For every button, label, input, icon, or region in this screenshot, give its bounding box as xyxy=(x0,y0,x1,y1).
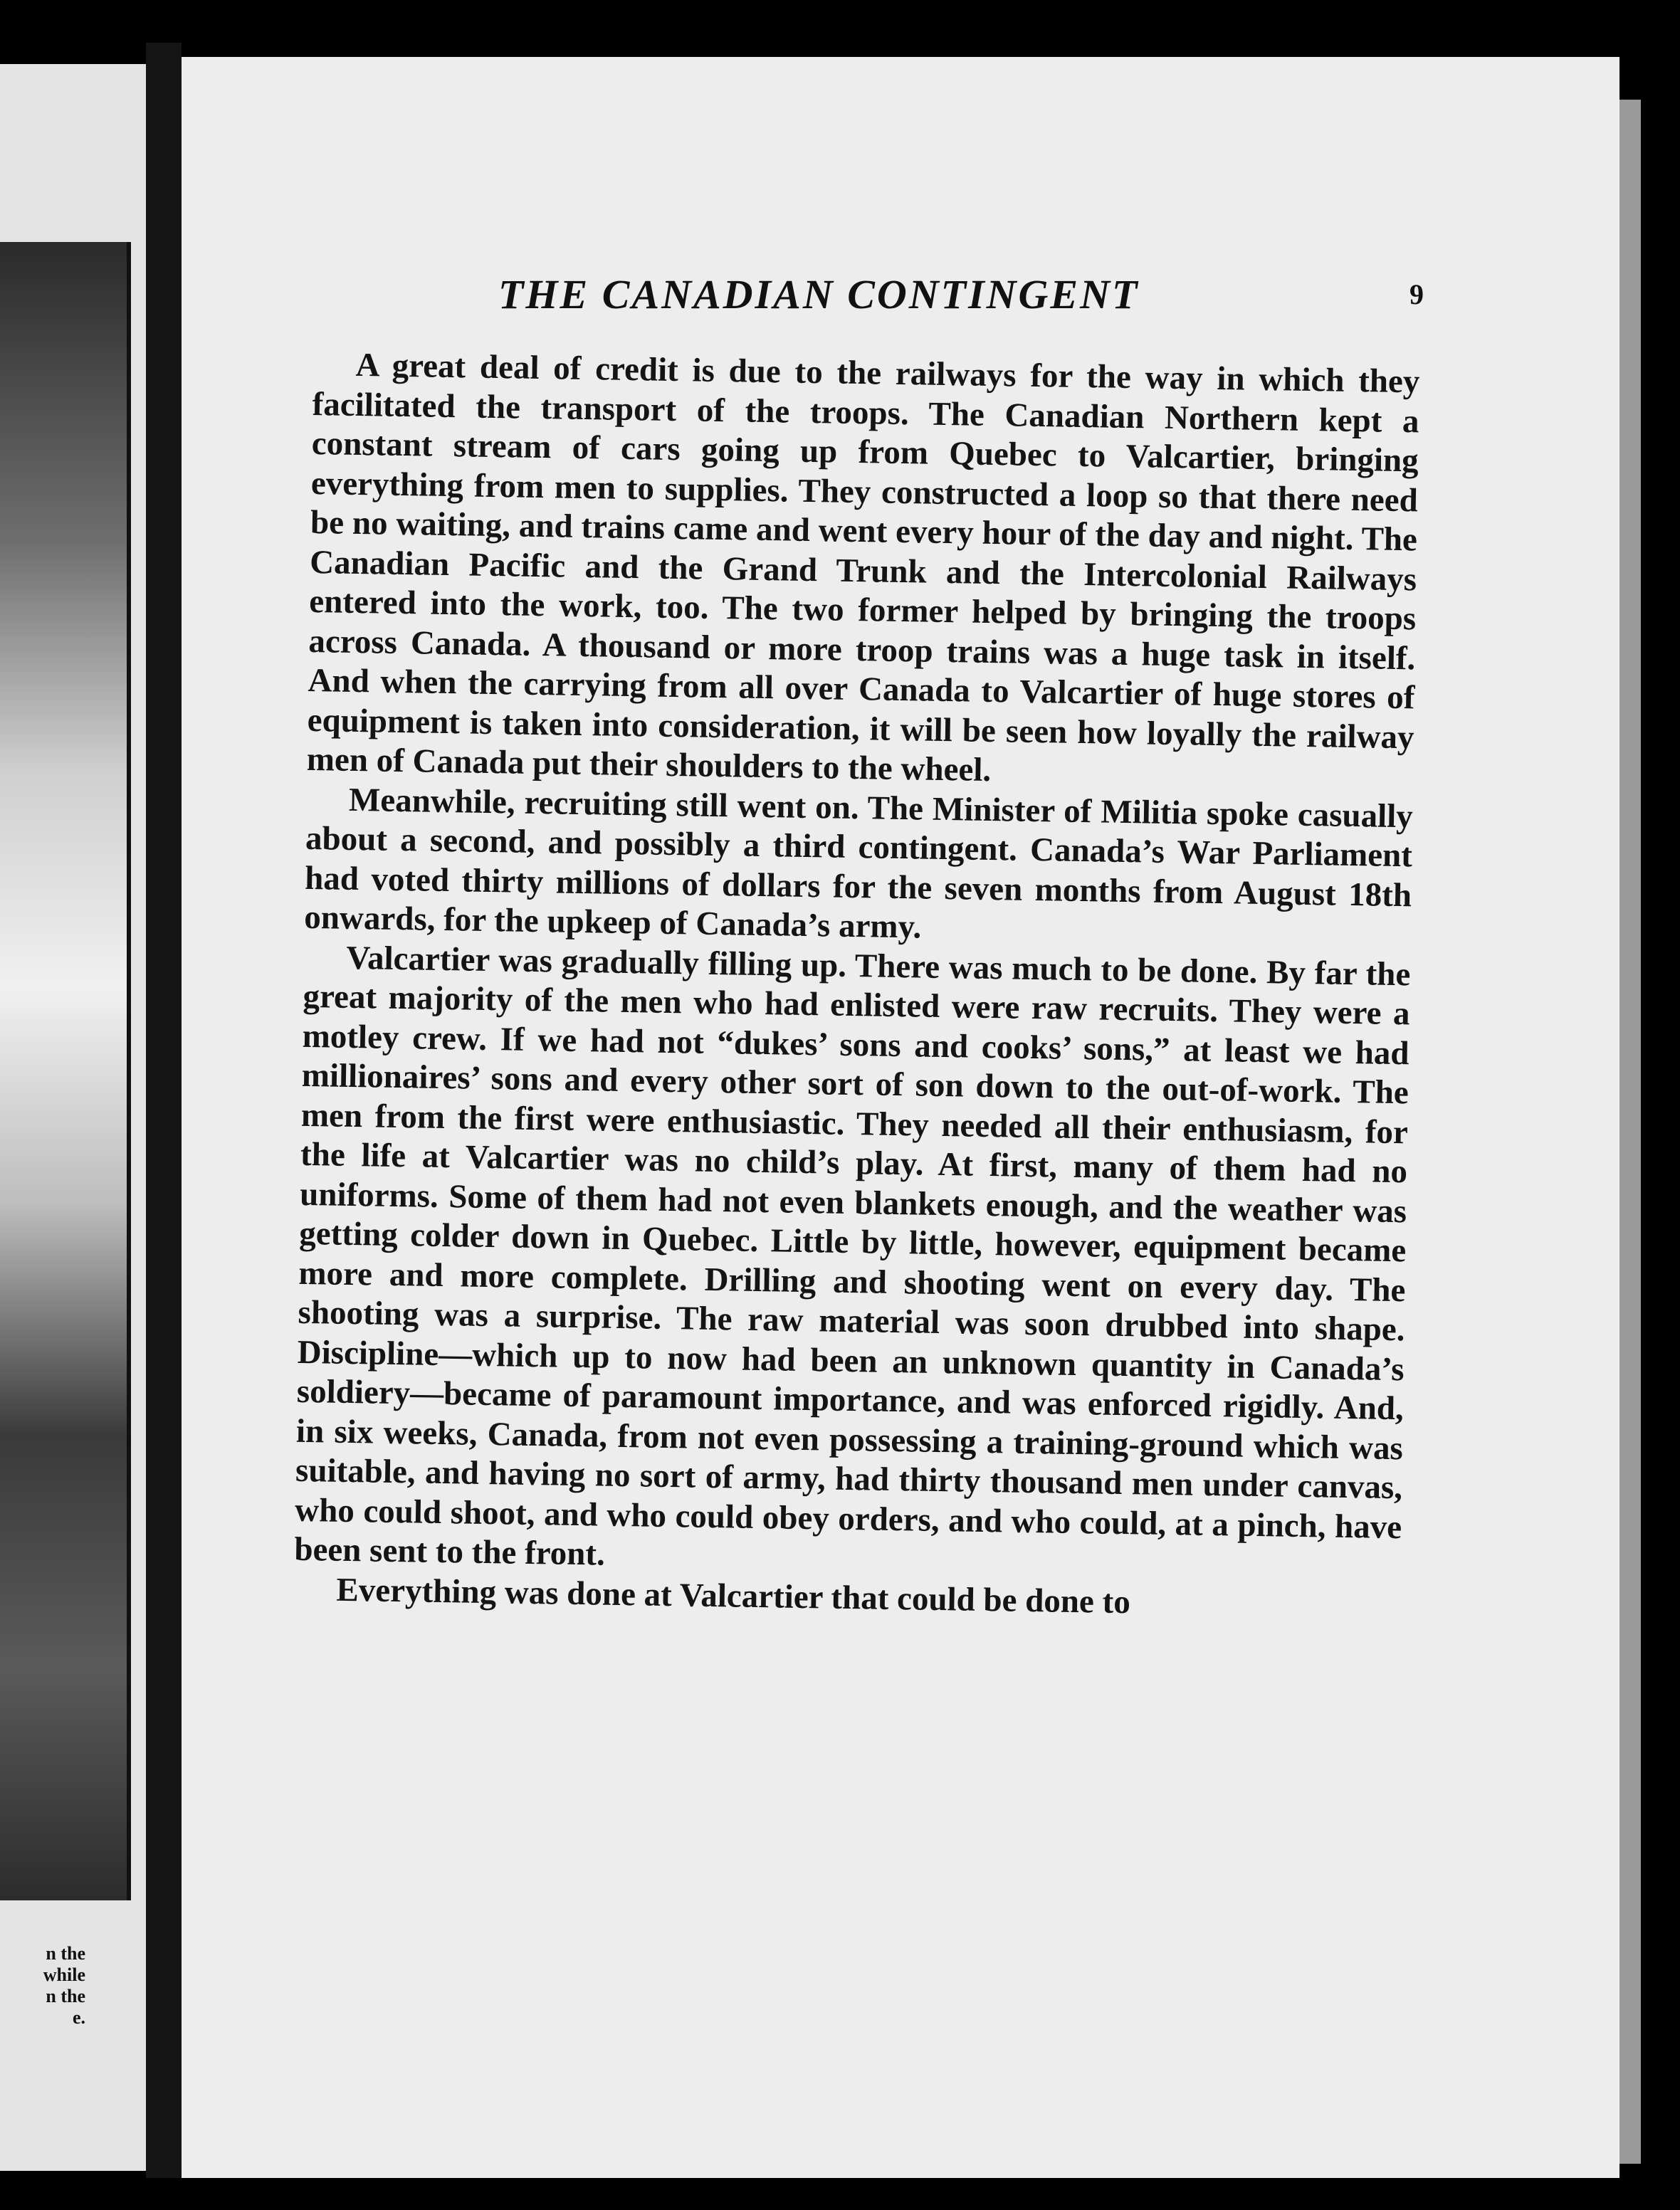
paragraph: Everything was done at Valcartier that could be done to xyxy=(336,1571,1131,1621)
facing-page-illustration xyxy=(0,242,131,1900)
caption-line: e. xyxy=(72,2007,85,2028)
caption-line: n the xyxy=(46,1943,85,1964)
paragraph: A great deal of credit is due to the railways for the way in which they facilitated the transport of the troops. The Canadian Northern kept a constant stream of cars going up from Quebec to Valcartier, bringing everything from men to supplies. They constructed a loop so that there need be no waiting, and trains came and went every hour of the day and night. The Canadian Pacific and the Grand Trunk and the Intercolonial Railways entered into the work, too. The two former helped by bringing the troops across Canada. A thousand or more troop trains was a huge task in itself. And when the carrying from all over Canada to Valcartier of huge stores of equipment is taken into consideration, it will be seen how loyally the railway men of Canada put their shoulders to the wheel. xyxy=(306,346,1420,789)
caption-line: while xyxy=(43,1964,85,1985)
running-title: THE CANADIAN CONTINGENT xyxy=(498,271,1140,317)
body-text xyxy=(293,345,1420,1626)
facing-page-caption xyxy=(0,1943,85,2029)
facing-page xyxy=(0,64,146,2171)
page-edge-shadow xyxy=(1619,100,1641,2164)
book-gutter xyxy=(146,43,182,2178)
page-number: 9 xyxy=(1409,278,1424,310)
paragraph: Valcartier was gradually filling up. There was much to be done. By far the great majority of the men who had enlisted were raw recruits. They were a motley crew. If we had not “dukes’ sons and cooks’ sons,” at least we had millionaires’ sons and every other sort of son down to the out-of-work. The men from the first were enthusiastic. They needed all their enthusiasm, for the life at Valcartier was no child’s play. At first, many of them had no uniforms. Some of them had not even blankets enough, and the weather was getting colder down in Quebec. Little by little, however, equipment became more and more complete. Drilling and shooting went on every day. The shooting was a surprise. The raw material was soon drubbed into shape. Discipline—which up to now had been an unknown quantity in Canada’s soldiery—became of paramount importance, and was enforced rigidly. And, in six weeks, Canada, from not even possessing a training-ground which was suitable, and having no sort of army, had thirty thousand men under canvas, who could shoot, and who could obey orders, and who could, at a pinch, have been sent to the front. xyxy=(294,939,1411,1573)
caption-line: n the xyxy=(46,1986,85,2006)
paragraph: Meanwhile, recruiting still went on. The Minister of Militia spoke casually about a second, and possibly a third contingent. Canada’s War Parliament had voted thirty millions of dollars for the seven months from August 18th onwards, for the upkeep of Canada’s army. xyxy=(303,781,1414,946)
page-header xyxy=(498,270,1438,335)
